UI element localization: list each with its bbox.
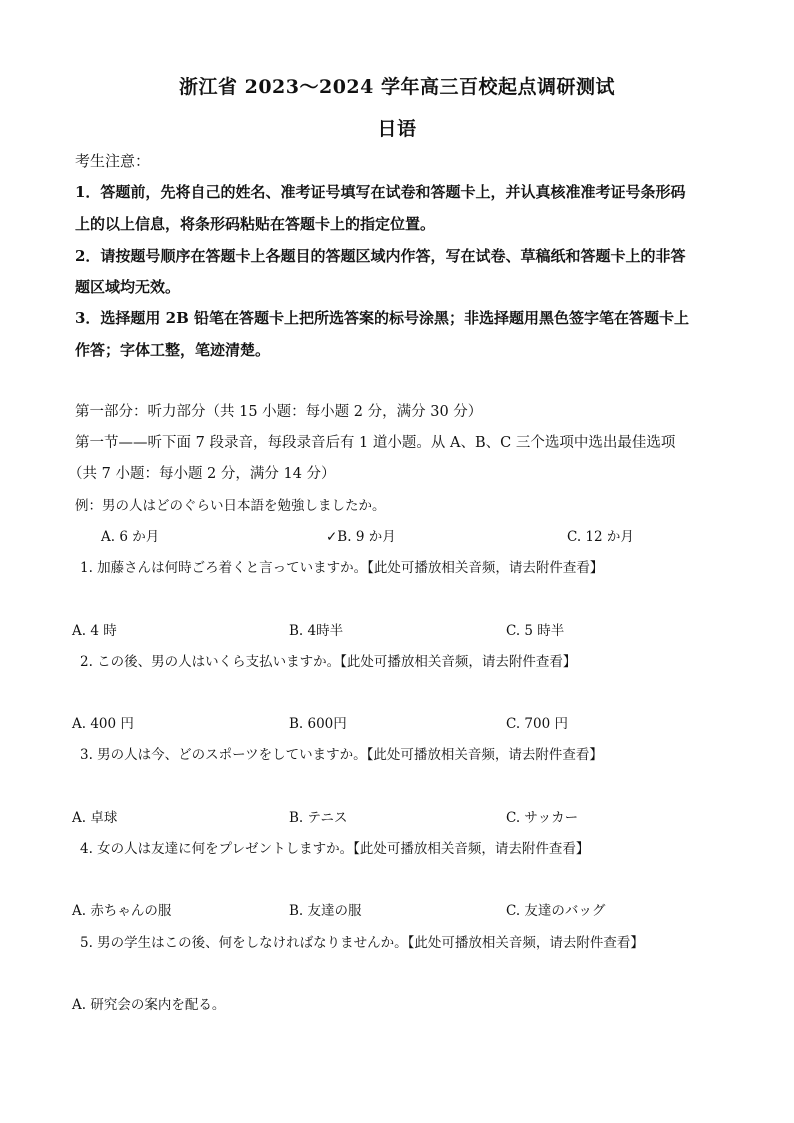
section1-instruction-cont: （共 7 小题：每小题 2 分，满分 14 分）: [68, 466, 336, 482]
exam-title: 浙江省 2023～2024 学年高三百校起点调研测试: [179, 76, 615, 98]
question-1: 1. 加藤さんは何時ごろ着くと言っていますか。【此处可播放相关音频，请去附件查看】: [80, 560, 604, 576]
q2-option-c: C. 700 円: [506, 716, 568, 732]
q1-option-c: C. 5 時半: [506, 623, 565, 639]
q1-option-b: B. 4時半: [289, 623, 344, 639]
exam-subject: 日语: [377, 118, 417, 140]
question-3: 3. 男の人は今、どのスポーツをしていますか。【此处可播放相关音频，请去附件查看】: [80, 747, 603, 763]
q4-option-c: C. 友達のバッグ: [506, 903, 606, 919]
notice-line: 作答；字体工整，笔迹清楚。: [75, 341, 271, 359]
q2-option-a: A. 400 円: [72, 716, 134, 732]
question-5: 5. 男の学生はこの後、何をしなければなりませんか。【此处可播放相关音频，请去附件查看】: [80, 935, 644, 951]
q5-option-a: A. 研究会の案内を配る。: [72, 997, 226, 1013]
example-option-c: C. 12 か月: [567, 529, 634, 545]
part1-heading: 第一部分：听力部分（共 15 小题：每小题 2 分，满分 30 分）: [75, 404, 483, 420]
notice-line: 3．选择题用 2B 铅笔在答题卡上把所选答案的标号涂黑；非选择题用黑色签字笔在答题卡上: [75, 309, 690, 327]
notice-line: 题区域均无效。: [75, 278, 181, 296]
q4-option-a: A. 赤ちゃんの服: [72, 903, 172, 919]
q3-option-b: B. テニス: [289, 810, 348, 826]
notice-line: 2．请按题号顺序在答题卡上各题目的答题区域内作答，写在试卷、草稿纸和答题卡上的非答: [75, 247, 686, 265]
question-4: 4. 女の人は友達に何をプレゼントしますか。【此处可播放相关音频，请去附件查看】: [80, 841, 590, 857]
notice-line: 1．答题前，先将自己的姓名、准考证号填写在试卷和答题卡上，并认真核准准考证号条形码: [75, 183, 686, 201]
q2-option-b: B. 600円: [289, 716, 347, 732]
q1-option-a: A. 4 時: [72, 623, 117, 639]
example-question: 例：男の人はどのぐらい日本語を勉強しましたか。: [75, 498, 386, 514]
example-option-b-correct: ✓B. 9 か月: [326, 529, 396, 545]
notice-line: 上的以上信息，将条形码粘贴在答题卡上的指定位置。: [75, 215, 436, 233]
question-2: 2. この後、男の人はいくら支払いますか。【此处可播放相关音频，请去附件查看】: [80, 654, 577, 670]
section1-instruction: 第一节——听下面 7 段录音，每段录音后有 1 道小题。从 A、B、C 三个选项中选出最佳选项: [75, 435, 676, 451]
q4-option-b: B. 友達の服: [289, 903, 362, 919]
q3-option-c: C. サッカー: [506, 810, 579, 826]
q3-option-a: A. 卓球: [72, 810, 118, 826]
example-option-a: A. 6 か月: [101, 529, 160, 545]
notice-heading: 考生注意：: [75, 152, 151, 170]
